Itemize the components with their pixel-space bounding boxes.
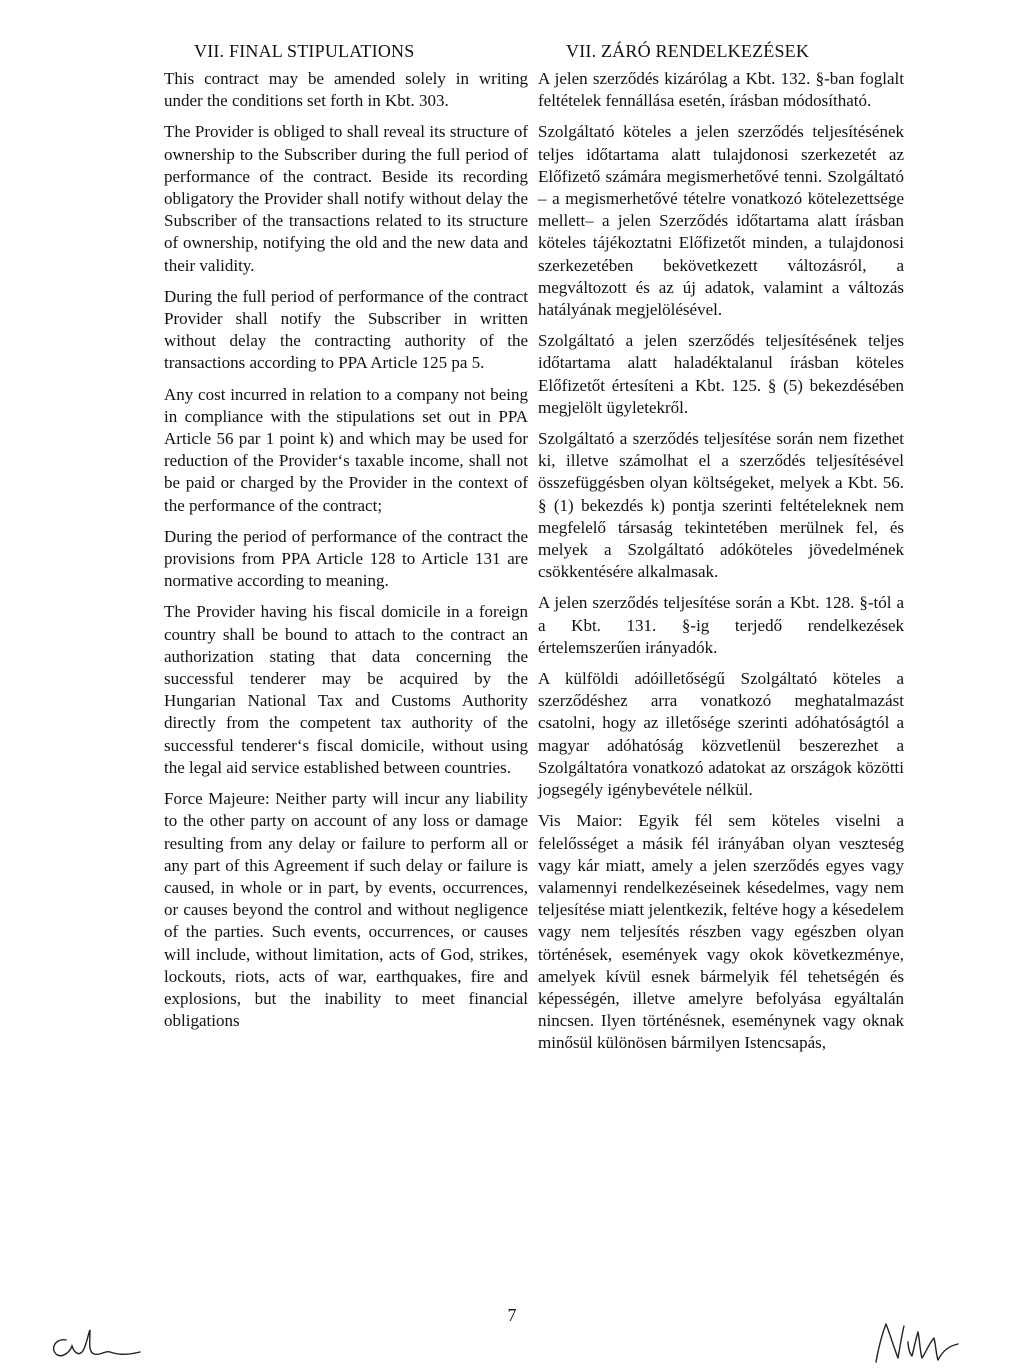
hungarian-paragraph-amendment: A jelen szerződés kizárólag a Kbt. 132. §-ban foglalt feltételek fennállása esetén, írásban módosítható. [538, 69, 904, 111]
english-paragraph-costs: Any cost incurred in relation to a company not being in compliance with the stipulations set out in PPA Article 56 par 1 point k) and which may be used for reduction of the Provider‘s taxable income, shall not be paid or charged by the Provider in the context of the performance of the contract; [164, 384, 528, 515]
section-heading-hungarian: VII. ZÁRÓ RENDELKEZÉSEK [566, 41, 810, 61]
hungarian-paragraph-normative-provisions: A jelen szerződés teljesítése során a Kbt. 128. §-tól a a Kbt. 131. §-ig terjedő rendelkezések értelemszerűen irányadók. [538, 593, 904, 657]
hungarian-paragraph-transactions: Szolgáltató a jelen szerződés teljesítésének teljes időtartama alatt haladéktalanul írásban köteles Előfizetőt értesíteni a Kbt. 125. § (5) bekezdésében megjelölt ügyletekről. [538, 331, 904, 417]
signature-left [44, 1322, 154, 1368]
english-paragraph-force-majeure: Force Majeure: Neither party will incur any liability to the other party on account of any loss or damage resulting from any delay or failure to perform all or any part of this Agreement if such delay or failure is caused, in whole or in part, by events, occurrences, or causes beyond the control and without negligence of the parties. Such events, occurrences, or causes will include, without limitation, acts of God, strikes, lockouts, riots, acts of war, earthquakes, fire and explosions, but the inability to meet financial obligations [164, 789, 528, 1031]
page-number: 7 [507, 1305, 517, 1325]
english-paragraph-fiscal-domicile: The Provider having his fiscal domicile in a foreign country shall be bound to attach to the contract an authorization stating that data concerning the successful tenderer may be acquired by the Hungarian National Tax and Customs Authority directly from the competent tax authority of the successful tenderer‘s fiscal domicile, without using the legal aid service established between countries. [164, 602, 528, 777]
hungarian-paragraph-vis-maior: Vis Maior: Egyik fél sem köteles viselni a felelősséget a másik fél irányában olyan veszteség vagy kár miatt, amely a jelen szerződés egyes vagy valamennyi rendelkezéseinek késedelmes, vagy nem teljesítése miatt jelentkezik, feltéve hogy a késedelem vagy nem teljesítés részben vagy egészben olyan történések, események vagy okok következménye, amelyek kívül esnek bármelyik fél tehetségén és képességén, illetve amelyre befolyása egyáltalán nincsen. Ilyen történésnek, eseménynek vagy oknak minősül különösen bármilyen Istencsapás, [538, 811, 904, 1053]
hungarian-paragraph-costs: Szolgáltató a szerződés teljesítése során nem fizethet ki, illetve számolhat el a szerződés teljesítésével összefüggésben olyan költségeket, melyek a Kbt. 56. § (1) bekezdés k) pontja szerinti feltételeknek nem megfelelő társaság tekintetében merülnek fel, és melyek a Szolgáltató adóköteles jövedelmének csökkentésére alkalmasak. [538, 429, 904, 582]
english-paragraph-transactions: During the full period of performance of the contract Provider shall notify the Subscriber in written without delay the contracting authority of the transactions according to PPA Article 125 pa 5. [164, 286, 528, 373]
section-heading-english: VII. FINAL STIPULATIONS [194, 41, 415, 61]
english-paragraph-amendment: This contract may be amended solely in writing under the conditions set forth in Kbt. 303. [164, 69, 528, 111]
hungarian-paragraph-ownership: Szolgáltató köteles a jelen szerződés teljesítésének teljes időtartama alatt tulajdonosi szerkezetét az Előfizető számára megismerhetővé tenni. Szolgáltató – a megismerhetővé tételre vonatkozó kötelezettsége mellett– a jelen Szerződés időtartama alatt írásban köteles tájékoztatni Előfizetőt minden, a tulajdonosi szerkezetében bekövetkezett változásról, a megváltozott és az új adatok, valamint a változás hatályának megjelölésével. [538, 122, 904, 320]
english-paragraph-normative-provisions: During the period of performance of the contract the provisions from PPA Article 128 to Article 131 are normative according to meaning. [164, 526, 528, 591]
english-column [164, 40, 528, 1041]
hungarian-paragraph-fiscal-domicile: A külföldi adóilletőségű Szolgáltató köteles a szerződéshez arra vonatkozó meghatalmazást csatolni, hogy az illetősége szerinti adóhatóságtól a magyar adóhatóság közvetlenül beszerezhet a Szolgáltatóra vonatkozó adatokat az országok közötti jogsegély igénybevétele nélkül. [538, 669, 904, 800]
hungarian-column [538, 40, 904, 1064]
english-paragraph-ownership: The Provider is obliged to shall reveal its structure of ownership to the Subscriber during the full period of performance of the contract. Beside its recording obligatory the Provider shall notify without delay the Subscriber of the transactions related to its structure of ownership, notifying the old and the new data and their validity. [164, 122, 528, 275]
signature-right [868, 1312, 968, 1370]
